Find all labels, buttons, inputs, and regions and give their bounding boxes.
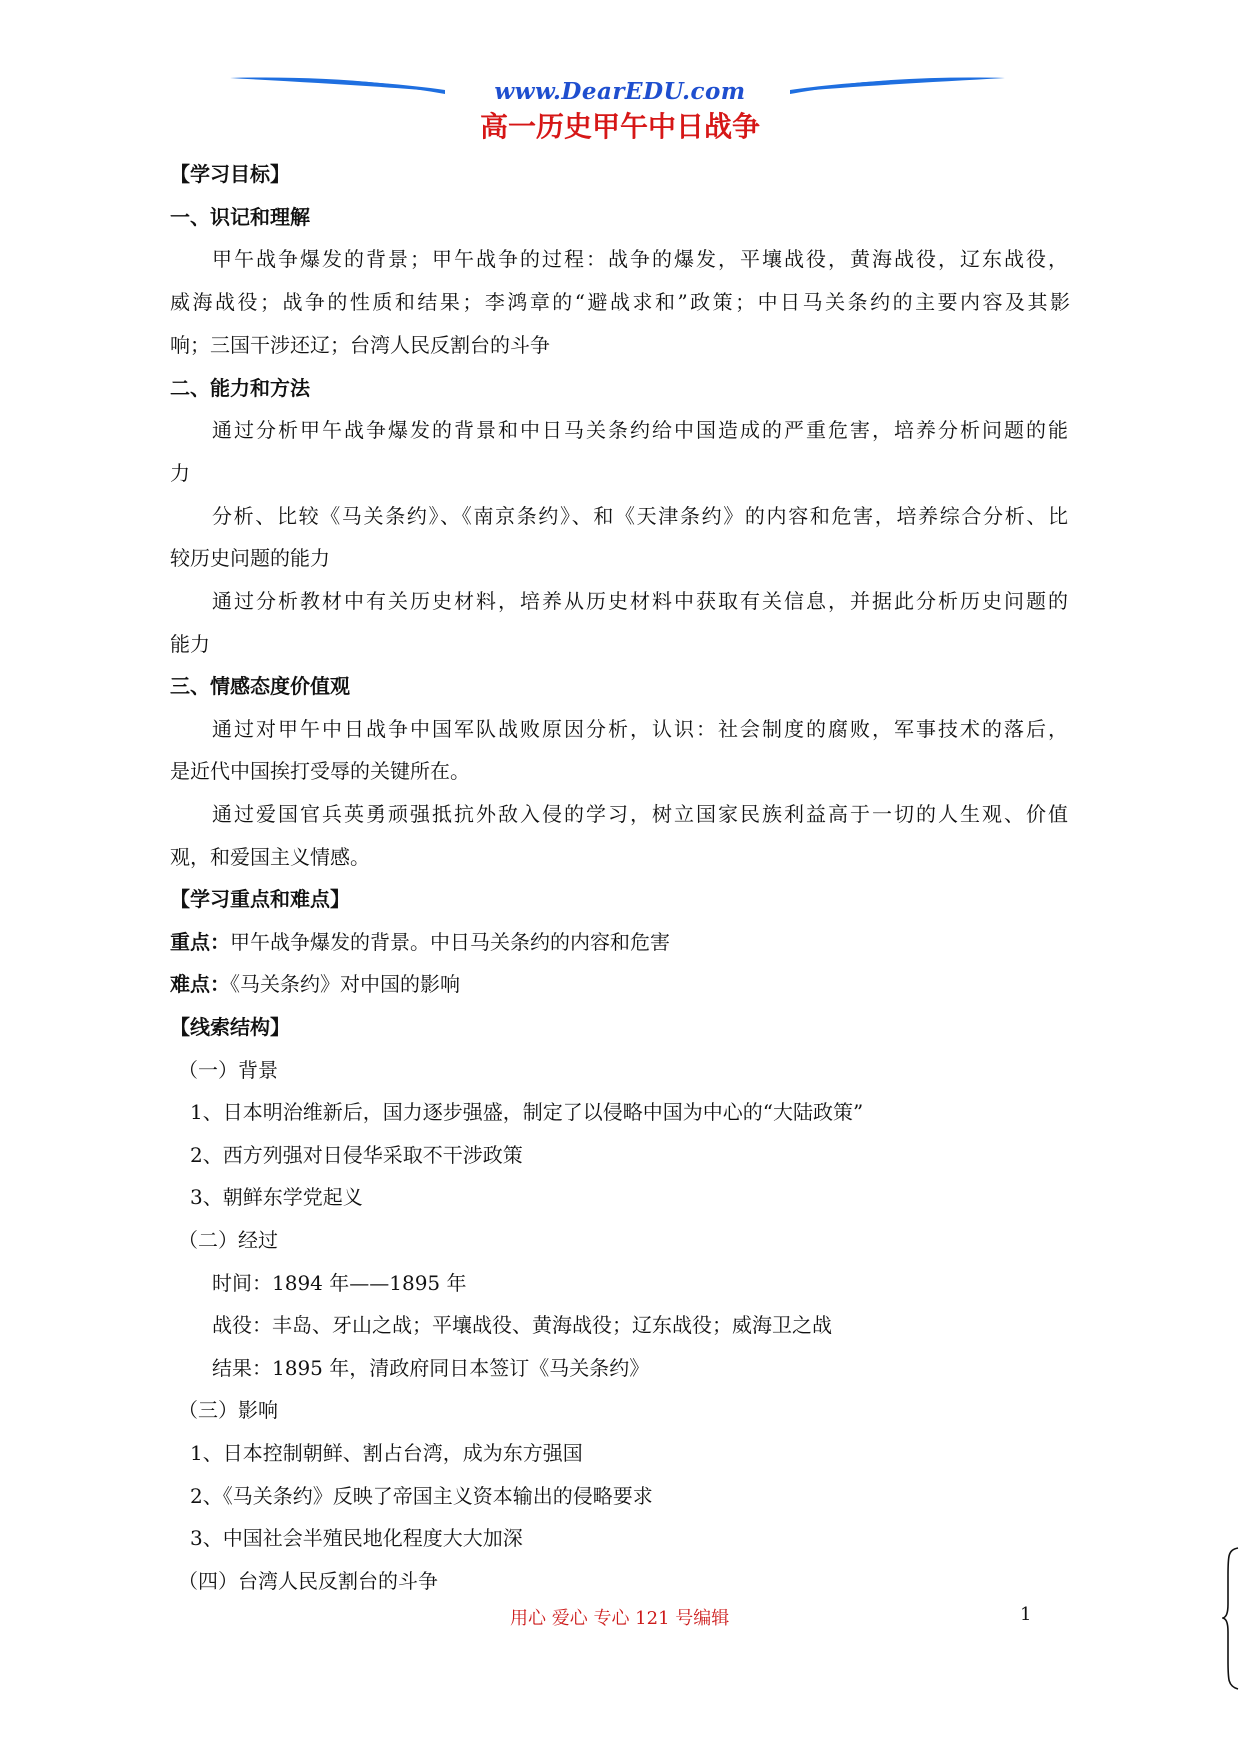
- page-number: 1: [1020, 1604, 1032, 1625]
- key-point-text: 甲午战争爆发的背景。中日马关条约的内容和危害: [230, 930, 670, 954]
- difficult-point-line: [170, 970, 460, 998]
- clue-2-battles: 战役：丰岛、牙山之战；平壤战役、黄海战役；辽东战役；威海卫之战: [212, 1313, 832, 1337]
- clue-1-background: （一）背景: [178, 1058, 278, 1082]
- section-2-para-3-line-2: 能力: [170, 632, 210, 656]
- clue-1-item-1: 1、日本明治维新后，国力逐步强盛，制定了以侵略中国为中心的“大陆政策”: [190, 1100, 864, 1124]
- clue-2-time: 时间：1894 年——1895 年: [212, 1271, 467, 1295]
- section-2-title: 二、能力和方法: [170, 376, 310, 400]
- section-3-para-2-line-1: 通过爱国官兵英勇顽强抵抗外敌入侵的学习，树立国家民族利益高于一切的人生观、价值: [212, 802, 1068, 826]
- site-url: www.DearEDU.com: [494, 78, 746, 105]
- section-3-para-1-line-2: 是近代中国挨打受辱的关键所在。: [170, 759, 470, 783]
- right-brace-mark: [1222, 1546, 1240, 1691]
- section-2-para-2-line-1: 分析、比较《马关条约》、《南京条约》、和《天津条约》的内容和危害，培养综合分析、比: [212, 504, 1068, 528]
- clue-2-result: 结果：1895 年，清政府同日本签订《马关条约》: [212, 1356, 650, 1380]
- footer-editor-note: 用心 爱心 专心 121 号编辑: [510, 1608, 730, 1629]
- section-1-line-2: 威海战役；战争的性质和结果；李鸿章的“避战求和”政策；中日马关条约的主要内容及其影: [170, 290, 1070, 314]
- section-3-para-1-line-1: 通过对甲午中日战争中国军队战败原因分析，认识：社会制度的腐败，军事技术的落后，: [212, 717, 1068, 741]
- section-1-line-3: 响；三国干涉还辽；台湾人民反割台的斗争: [170, 333, 550, 357]
- clue-2-course: （二）经过: [178, 1228, 278, 1252]
- section-2-para-3-line-1: 通过分析教材中有关历史材料，培养从历史材料中获取有关信息，并据此分析历史问题的: [212, 589, 1068, 613]
- heading-learning-goals: 【学习目标】: [170, 162, 290, 186]
- section-1-line-1: 甲午战争爆发的背景；甲午战争的过程：战争的爆发，平壤战役，黄海战役，辽东战役，: [212, 247, 1068, 271]
- heading-clue-structure: 【线索结构】: [170, 1015, 290, 1039]
- section-2-para-2-line-2: 较历史问题的能力: [170, 546, 330, 570]
- document-title: 高一历史甲午中日战争: [479, 110, 760, 143]
- clue-1-item-2: 2、西方列强对日侵华采取不干涉政策: [190, 1143, 523, 1167]
- clue-3-item-2: 2、《马关条约》反映了帝国主义资本输出的侵略要求: [190, 1484, 653, 1508]
- section-2-para-1-line-2: 力: [170, 461, 190, 485]
- difficult-point-label: 难点：: [170, 972, 230, 996]
- heading-key-and-difficult-points: 【学习重点和难点】: [170, 887, 350, 911]
- key-point-line: [170, 928, 670, 956]
- clue-3-item-3: 3、中国社会半殖民地化程度大大加深: [190, 1526, 523, 1550]
- section-3-para-2-line-2: 观，和爱国主义情感。: [170, 845, 370, 869]
- difficult-point-text: 《马关条约》对中国的影响: [230, 972, 460, 996]
- clue-3-item-1: 1、日本控制朝鲜、割占台湾，成为东方强国: [190, 1441, 583, 1465]
- key-point-label: 重点：: [170, 930, 230, 954]
- section-3-title: 三、情感态度价值观: [170, 674, 350, 698]
- section-2-para-1-line-1: 通过分析甲午战争爆发的背景和中日马关条约给中国造成的严重危害，培养分析问题的能: [212, 418, 1068, 442]
- section-1-title: 一、识记和理解: [170, 205, 310, 229]
- clue-1-item-3: 3、朝鲜东学党起义: [190, 1185, 363, 1209]
- clue-3-impact: （三）影响: [178, 1398, 278, 1422]
- clue-4-taiwan-struggle: （四）台湾人民反割台的斗争: [178, 1569, 438, 1593]
